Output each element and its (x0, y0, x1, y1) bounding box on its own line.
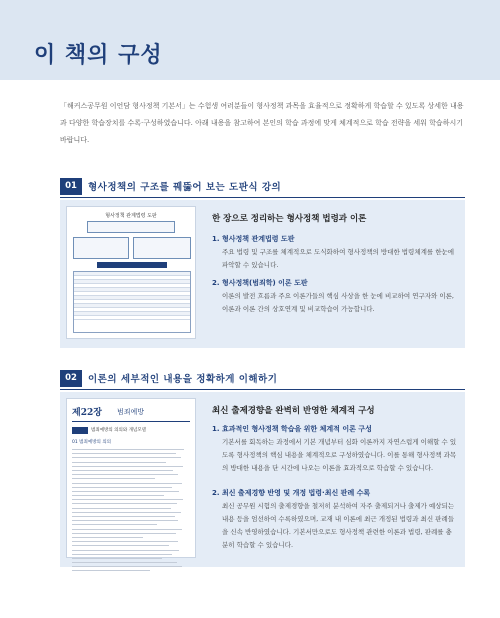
section-title: 형사정책의 구조를 꿰뚫어 보는 도판식 강의 (88, 182, 282, 193)
section-rule (60, 389, 465, 390)
item-title: 1. 효과적인 형사정책 학습을 위한 체계적 이론 구성 (212, 425, 372, 433)
item-body: 이론의 발전 흐름과 주요 이론가들의 핵심 사상을 한 눈에 비교하여 연구자와 이론, 이론과 이론 간의 상호연계 및 비교학습이 가능합니다. (222, 292, 455, 313)
section-02-header (60, 370, 465, 387)
thumbnail-chapter: 제22장 (72, 408, 102, 418)
panel-heading: 최신 출제경향을 완벽히 반영한 체계적 구성 (212, 406, 375, 416)
section-01-panel (60, 200, 465, 348)
law-chart-thumbnail (66, 206, 196, 339)
item-title: 1. 형사정책 관계법령 도판 (212, 235, 295, 243)
item-body: 최신 공무원 시험의 출제경향을 철저히 분석하여 자주 출제되거나 출제가 예상되는 내용 등을 엄선하여 수록하였으며, 교재 내 이론에 최근 개정된 법령과 최신 판례들을 신속 반영하였습니다. 기본서만으로도 형사정책 관련한 이론과 법령, 판례를 충분히 학습할 수 있습니다. (222, 502, 455, 549)
diagram-bar (97, 262, 167, 268)
section-number: 02 (60, 370, 82, 387)
diagram-box (133, 237, 191, 259)
thumbnail-text-lines (72, 449, 190, 575)
section-02-panel (60, 392, 465, 567)
section-rule (60, 197, 465, 198)
chapter-page-thumbnail (66, 398, 196, 558)
thumbnail-section-title: 범죄예방의 의의와 개념모델 (91, 428, 147, 433)
diagram-box (73, 237, 129, 259)
thumbnail-section-badge (72, 427, 88, 434)
intro-paragraph: 「해커스공무원 이언담 형사정책 기본서」는 수험생 여러분들이 형사정책 과목을 효율적으로 정확하게 학습할 수 있도록 상세한 내용과 다양한 학습장치를 수록·구성하였습니다. 아래 내용을 참고하여 본인의 학습 과정에 맞게 체계적으로 학습 전략을 세워 학습하시기 바랍니다. (60, 102, 464, 144)
thumbnail-subheading: 01 범죄예방의 의의 (72, 440, 112, 445)
item-body: 기본서를 회독하는 과정에서 기본 개념부터 심화 이론까지 자연스럽게 이해할 수 있도록 형사정책의 핵심 내용을 체계적으로 구성하였습니다. 이를 통해 형사정책 과목의 방대한 내용을 단 시간에 나오는 이론을 효과적으로 학습할 수 있습니다. (222, 438, 457, 472)
thumbnail-rule (72, 421, 190, 422)
thumbnail-title: 형사정책 관계법령 도판 (105, 213, 157, 219)
thumbnail-chapter-title: 범죄예방 (117, 408, 145, 416)
item-body: 주요 법령 및 구조를 체계적으로 도식화하여 형사정책의 방대한 법령체계를 한눈에 파악할 수 있습니다. (222, 248, 455, 269)
item-title: 2. 형사정책(범죄학) 이론 도판 (212, 279, 308, 287)
panel-heading: 한 장으로 정리하는 형사정책 법령과 이론 (212, 214, 367, 224)
section-number: 01 (60, 178, 82, 195)
diagram-box (87, 221, 175, 233)
section-title: 이론의 세부적인 내용을 정확하게 이해하기 (88, 374, 278, 385)
page-title: 이 책의 구성 (34, 43, 163, 68)
diagram-table (73, 271, 191, 333)
item-title: 2. 최신 출제경향 반영 및 개정 법령·최신 판례 수록 (212, 489, 371, 497)
section-01-header (60, 178, 465, 195)
